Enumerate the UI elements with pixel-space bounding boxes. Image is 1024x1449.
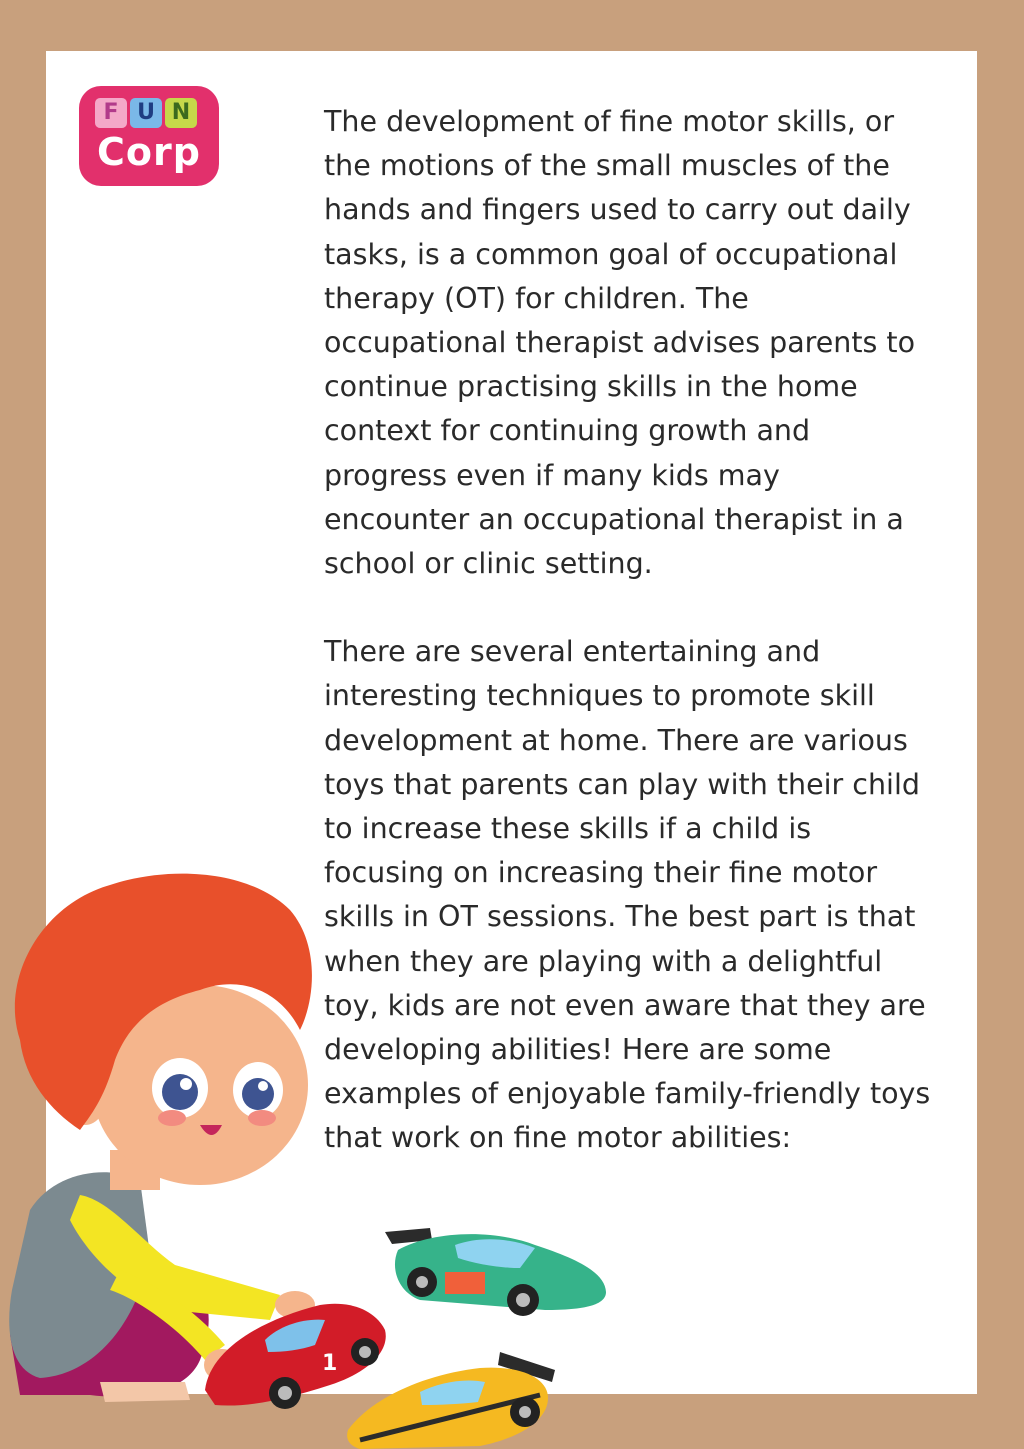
- boy-shoe: [100, 1382, 190, 1402]
- logo-letter-tiles: [95, 98, 197, 128]
- boy-pupil-right: [242, 1078, 274, 1110]
- green-car-hubcap-back: [416, 1276, 428, 1288]
- yellow-car-hubcap-back: [519, 1406, 531, 1418]
- paragraph-toys: There are several entertaining and interesting techniques to promote skill development at home. There are various toys that parents can play with their child to increase these skills if a child is focusing on increasing their fine motor skills in OT sessions. The best part is that when they are playing with a delightful toy, kids are not even aware that they are developing abilities! Here are some examples of enjoyable family-friendly toys that work on fine motor abilities:: [324, 635, 931, 1155]
- boy-cheek-right: [248, 1110, 276, 1126]
- logo-letter-u: U: [130, 98, 162, 128]
- red-car-hubcap-front: [278, 1386, 292, 1400]
- boy-playing-with-cars-illustration: [0, 860, 640, 1449]
- red-car-hubcap-back: [359, 1346, 371, 1358]
- paragraph-intro: The development of fine motor skills, or the motions of the small muscles of the hands and fingers used to carry out daily tasks, is a common goal of occupational therapy (OT) for children. The occupational therapist advises parents to continue practising skills in the home context for continuing growth and progress even if many kids may encounter an occupational therapist in a school or clinic setting.: [324, 105, 916, 581]
- logo-word: Corp: [97, 130, 201, 174]
- boy-cheek-left: [158, 1110, 186, 1126]
- red-race-car: [205, 1304, 386, 1409]
- green-car-hubcap-front: [516, 1293, 530, 1307]
- boy-eye-shine-right: [258, 1081, 268, 1091]
- green-car-vent: [445, 1272, 485, 1294]
- boy-eye-shine-left: [180, 1078, 192, 1090]
- red-car-number: 1: [322, 1351, 338, 1376]
- yellow-race-car: [347, 1352, 555, 1449]
- logo-letter-n: N: [165, 98, 197, 128]
- boy-pupil-left: [162, 1074, 198, 1110]
- logo-letter-f: F: [95, 98, 127, 128]
- fun-corp-logo: [79, 86, 219, 186]
- green-race-car: [385, 1228, 606, 1316]
